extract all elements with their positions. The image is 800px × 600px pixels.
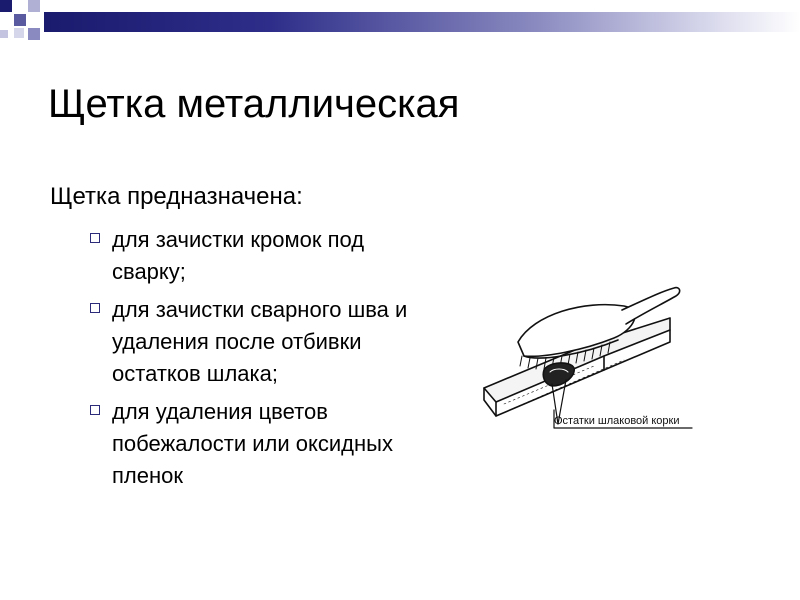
bullet-text: для зачистки сварного шва и удаления после отбивки остатков шлака; xyxy=(112,297,408,386)
bullet-list xyxy=(90,224,440,498)
bullet-item xyxy=(90,224,440,288)
intro-text: Щетка предназначена: xyxy=(50,183,303,210)
bullet-item xyxy=(90,396,440,492)
figure-callout-label: Остатки шлаковой корки xyxy=(554,415,680,427)
header-gradient-bar xyxy=(44,12,800,32)
square-bullet-icon xyxy=(90,303,100,313)
slide-title: Щетка металлическая xyxy=(48,82,460,126)
bullet-item xyxy=(90,294,440,390)
square-bullet-icon xyxy=(90,405,100,415)
square-bullet-icon xyxy=(90,233,100,243)
bullet-text: для удаления цветов побежалости или оксидных пленок xyxy=(112,399,393,488)
bullet-text: для зачистки кромок под сварку; xyxy=(112,227,365,284)
